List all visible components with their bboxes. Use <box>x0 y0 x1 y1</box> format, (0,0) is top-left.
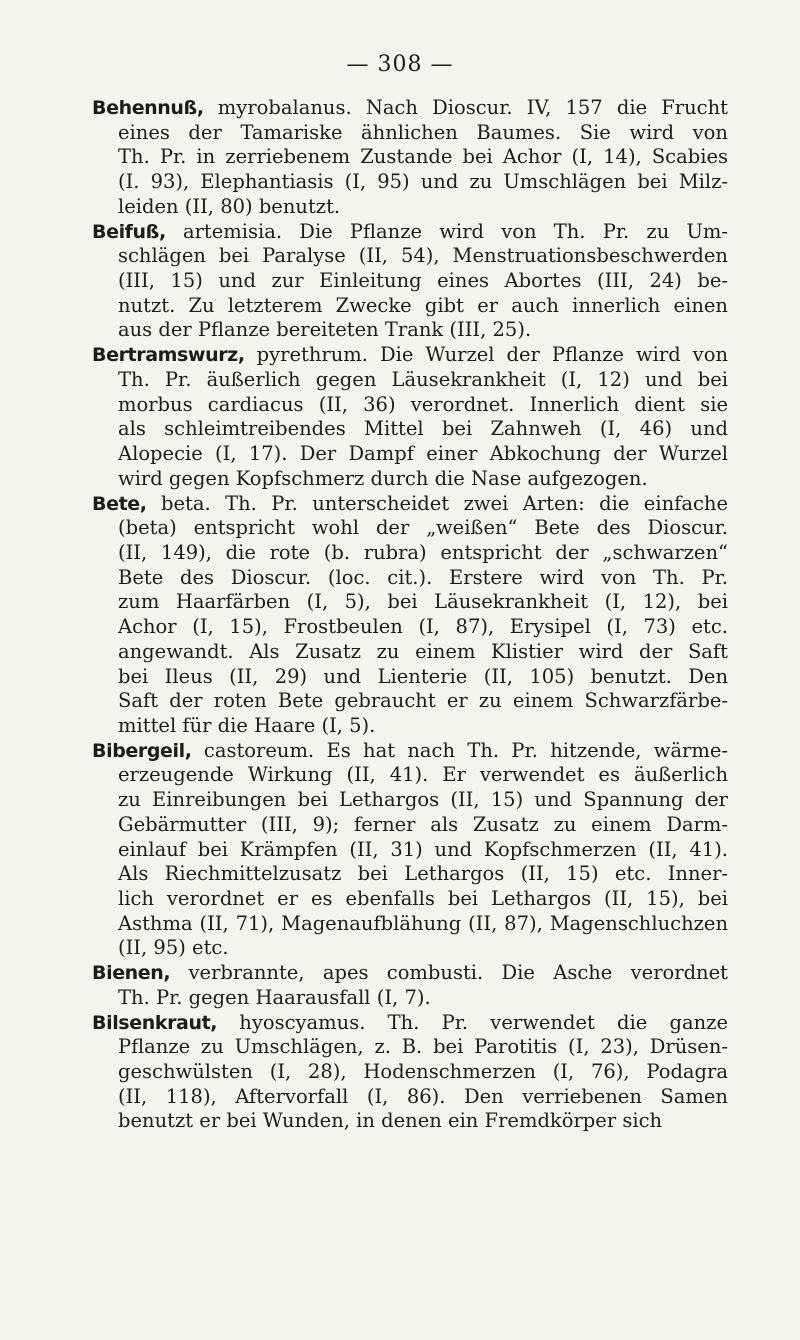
entry-line: Pflanze zu Umschlägen, z. B. bei Parotitis (I, 23), Drüsen- <box>118 1035 728 1059</box>
dictionary-entry <box>92 961 728 1010</box>
entry-first-line <box>92 492 728 517</box>
entry-line: angewandt. Als Zusatz zu einem Klistier wird der Saft <box>118 639 728 663</box>
entry-line: einlauf bei Krämpfen (II, 31) und Kopfschmerzen (II, 41). <box>118 837 728 861</box>
entry-first-line-text: beta. Th. Pr. unterscheidet zwei Arten: die einfache <box>146 491 728 515</box>
entry-line: leiden (II, 80) benutzt. <box>118 194 341 218</box>
entry-line: mittel für die Haare (I, 5). <box>118 713 376 737</box>
dictionary-entry <box>92 492 728 739</box>
entry-line: schlägen bei Paralyse (II, 54), Menstruationsbeschwerden <box>118 244 728 268</box>
entry-first-line-text: pyrethrum. Die Wurzel der Pflanze wird von <box>244 343 728 367</box>
entry-line: erzeugende Wirkung (II, 41). Er verwendet es äußerlich <box>118 763 728 787</box>
entry-line: Bete des Dioscur. (loc. cit.). Erstere wird von Th. Pr. <box>118 565 728 589</box>
entry-first-line <box>92 961 728 986</box>
dictionary-entry <box>92 739 728 961</box>
dictionary-entry <box>92 1011 728 1135</box>
entry-line: eines der Tamariske ähnlichen Baumes. Sie wird von <box>118 120 728 144</box>
entry-first-line-text: verbrannte, apes combusti. Die Asche verordnet <box>170 961 728 985</box>
entry-line: (beta) entspricht wohl der „weißen“ Bete des Dioscur. <box>118 516 728 540</box>
entry-first-line <box>92 220 728 245</box>
entry-first-line-text: artemisia. Die Pflanze wird von Th. Pr. zu Um- <box>165 219 728 243</box>
entry-line: nutzt. Zu letzterem Zwecke gibt er auch innerlich einen <box>118 293 728 317</box>
entry-headword: Bienen, <box>92 962 171 985</box>
entry-line: (III, 15) und zur Einleitung eines Abortes (III, 24) be- <box>118 269 728 293</box>
entry-headword: Bilsenkraut, <box>92 1011 218 1034</box>
entry-headword: Bertramswurz, <box>92 344 245 367</box>
entry-line: Als Riechmittelzusatz bei Lethargos (II, 15) etc. Inner- <box>118 862 728 886</box>
entry-headword: Bete, <box>92 492 147 515</box>
dictionary-entry <box>92 96 728 220</box>
entry-line: lich verordnet er es ebenfalls bei Lethargos (II, 15), bei <box>118 887 728 910</box>
entry-line: Th. Pr. äußerlich gegen Läusekrankheit (I, 12) und bei <box>118 367 728 391</box>
entry-line: (II, 95) etc. <box>118 936 229 960</box>
dictionary-entry <box>92 343 728 491</box>
entry-first-line <box>92 343 728 368</box>
entry-line: aus der Pflanze bereiteten Trank (III, 25). <box>118 318 532 342</box>
entry-line: Saft der roten Bete gebraucht er zu einem Schwarzfärbe- <box>118 689 728 713</box>
entry-line: Th. Pr. gegen Haarausfall (I, 7). <box>118 985 431 1009</box>
entry-first-line <box>92 96 728 121</box>
entry-line: (II, 118), Aftervorfall (I, 86). Den verriebenen Samen <box>118 1084 728 1108</box>
entry-line: Asthma (II, 71), Magenaufblähung (II, 87), Magenschluchzen <box>118 911 728 935</box>
entry-line: Alopecie (I, 17). Der Dampf einer Abkochung der Wurzel <box>118 442 728 466</box>
entry-line: morbus cardiacus (II, 36) verordnet. Innerlich dient sie <box>118 392 728 416</box>
dictionary-entry <box>92 220 728 344</box>
entry-headword: Bibergeil, <box>92 739 192 762</box>
entry-first-line-text: castoreum. Es hat nach Th. Pr. hitzende, wärme- <box>191 738 728 762</box>
entry-line: Gebärmutter (III, 9); ferner als Zusatz zu einem Darm- <box>118 812 728 836</box>
entry-line: Th. Pr. in zerriebenem Zustande bei Achor (I, 14), Scabies <box>118 145 728 169</box>
entry-line: bei Ileus (II, 29) und Lienterie (II, 105) benutzt. Den <box>118 664 728 688</box>
entry-line: als schleimtreibendes Mittel bei Zahnweh (I, 46) und <box>118 417 728 441</box>
entry-line: benutzt er bei Wunden, in denen ein Fremdkörper sich <box>118 1109 663 1133</box>
entry-line: (I. 93), Elephantiasis (I, 95) und zu Umschlägen bei Milz- <box>118 170 728 194</box>
entry-first-line-text: myrobalanus. Nach Dioscur. IV, 157 die Frucht <box>203 96 728 119</box>
entry-headword: Behennuß, <box>92 97 204 119</box>
entry-line: wird gegen Kopfschmerz durch die Nase aufgezogen. <box>118 466 648 490</box>
entry-line: geschwülsten (I, 28), Hodenschmerzen (I, 76), Podagra <box>118 1060 728 1084</box>
entry-headword: Beifuß, <box>92 220 166 243</box>
entry-line: zu Einreibungen bei Lethargos (II, 15) und Spannung der <box>118 788 728 812</box>
entry-line: Achor (I, 15), Frostbeulen (I, 87), Erysipel (I, 73) etc. <box>118 615 728 639</box>
entry-first-line <box>92 1011 728 1036</box>
entry-line: (II, 149), die rote (b. rubra) entspricht der „schwarzen“ <box>118 540 728 564</box>
dictionary-text <box>92 96 728 1134</box>
entry-first-line <box>92 739 728 764</box>
page-number: — 308 — <box>346 52 454 77</box>
entry-first-line-text: hyoscyamus. Th. Pr. verwendet die ganze <box>217 1010 728 1034</box>
entry-line: zum Haarfärben (I, 5), bei Läusekrankheit (I, 12), bei <box>118 590 728 614</box>
